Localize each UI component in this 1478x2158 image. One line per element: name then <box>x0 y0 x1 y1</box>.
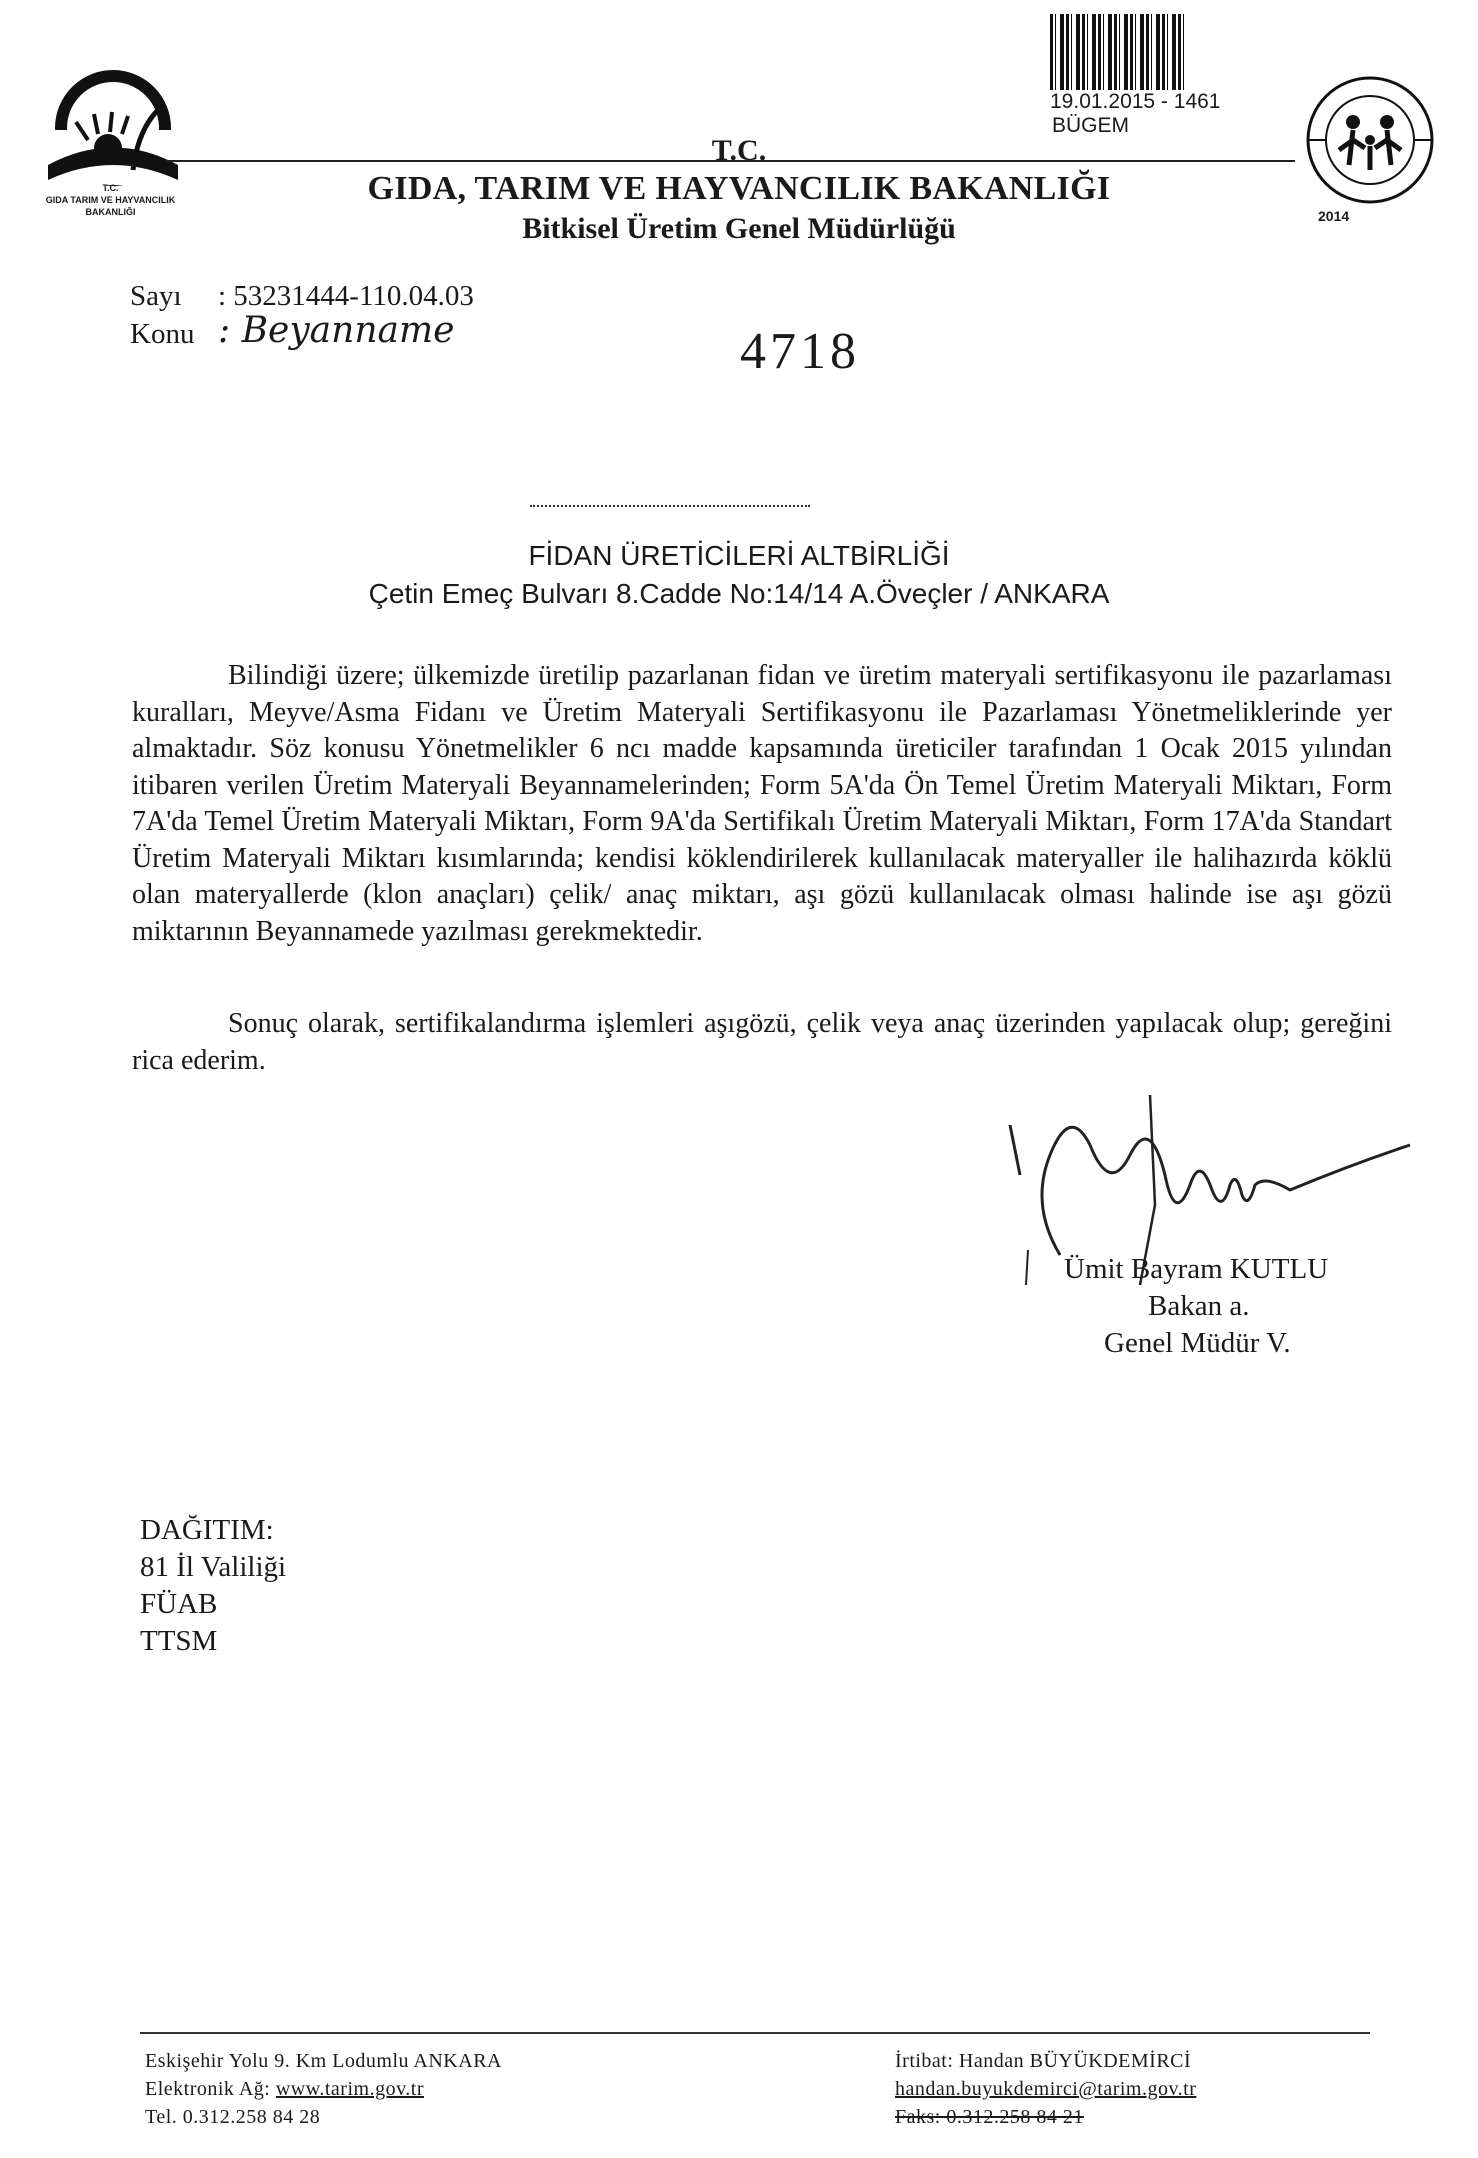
signatory-name: Ümit Bayram KUTLU <box>1064 1253 1329 1285</box>
logo-text-line1: T.C. <box>102 183 119 193</box>
footer-fax: Faks: 0.312.258 84 21 <box>895 2106 1084 2128</box>
body-paragraph-2: Sonuç olarak, sertifikalandırma işlemleri aşıgözü, çelik veya anaç üzerinden yapılacak olup; gereğini rica ederim. <box>132 1008 1392 1076</box>
distribution-heading: DAĞITIM: <box>140 1514 274 1546</box>
sayi-value: : 53231444-110.04.03 <box>218 280 474 312</box>
distribution-item: TTSM <box>140 1625 218 1657</box>
barcode <box>1050 14 1185 90</box>
footer-web-link[interactable]: www.tarim.gov.tr <box>275 2078 424 2100</box>
footer-contact: İrtibat: Handan BÜYÜKDEMİRCİ <box>895 2050 1192 2072</box>
seal-year: 2014 <box>1318 208 1350 224</box>
registry-unit: BÜGEM <box>1052 114 1130 137</box>
signatory-title-1: Bakan a. <box>1148 1290 1250 1322</box>
footer-web-label: Elektronik Ağ: <box>145 2078 276 2100</box>
country-heading: T.C. <box>711 134 767 167</box>
konu-value: : Beyanname <box>218 310 455 351</box>
recipient-address: Çetin Emeç Bulvarı 8.Cadde No:14/14 A.Öveçler / ANKARA <box>368 578 1110 609</box>
sayi-label: Sayı <box>130 280 182 312</box>
footer-email-link[interactable]: handan.buyukdemirci@tarim.gov.tr <box>895 2078 1197 2100</box>
dotted-line <box>530 505 810 507</box>
footer-address: Eskişehir Yolu 9. Km Lodumlu ANKARA <box>145 2050 502 2072</box>
distribution-item: 81 İl Valiliği <box>140 1551 287 1583</box>
body-paragraph-1: Bilindiği üzere; ülkemizde üretilip pazarlanan fidan ve üretim materyali sertifikasyonu ile pazarlaması kuralları, Meyve/Asma Fidanı ve Üretim Materyali Sertifikasyonu ile Pazarlaması Yönetmeliklerinde yer almaktadır. Söz konusu Yönetmelikler 6 ncı madde kapsamında üreticiler tarafından 1 Ocak 2015 yılından itibaren verilen Üretim Materyali Beyannamelerinden; Form 5A'da Ön Temel Üretim Materyali Miktarı, Form 7A'da Temel Üretim Materyali Miktarı, Form 9A'da Sertifikalı Üretim Materyali Miktarı, Form 17A'da Standart Üretim Materyali Miktarı kısımlarında; kendisi köklendirilerek kullanılacak materyaller ile halihazırda köklü olan materyallerde (klon anaçları) çelik/ anaç miktarı, aşı gözü kullanılacak olması halinde ise aşı gözü miktarının Beyannamede yazılması gerekmektedir. <box>132 660 1392 947</box>
footer-web <box>145 2078 424 2101</box>
directorate-heading: Bitkisel Üretim Genel Müdürlüğü <box>522 212 956 245</box>
footer-phone: Tel. 0.312.258 84 28 <box>145 2106 321 2128</box>
konu-label: Konu <box>130 318 195 350</box>
ministry-heading: GIDA, TARIM VE HAYVANCILIK BAKANLIĞI <box>367 170 1111 207</box>
footer-rule <box>140 2032 1370 2034</box>
document-number: 4718 <box>740 323 860 380</box>
registry-number: 19.01.2015 - 1461 <box>1050 90 1221 113</box>
recipient-name: FİDAN ÜRETİCİLERİ ALTBİRLİĞİ <box>528 540 950 571</box>
distribution-item: FÜAB <box>140 1588 218 1620</box>
signatory-title-2: Genel Müdür V. <box>1104 1327 1291 1359</box>
logo-text-line2: GIDA TARIM VE HAYVANCILIK <box>45 195 176 205</box>
logo-text-line3: BAKANLIĞI <box>85 207 136 217</box>
